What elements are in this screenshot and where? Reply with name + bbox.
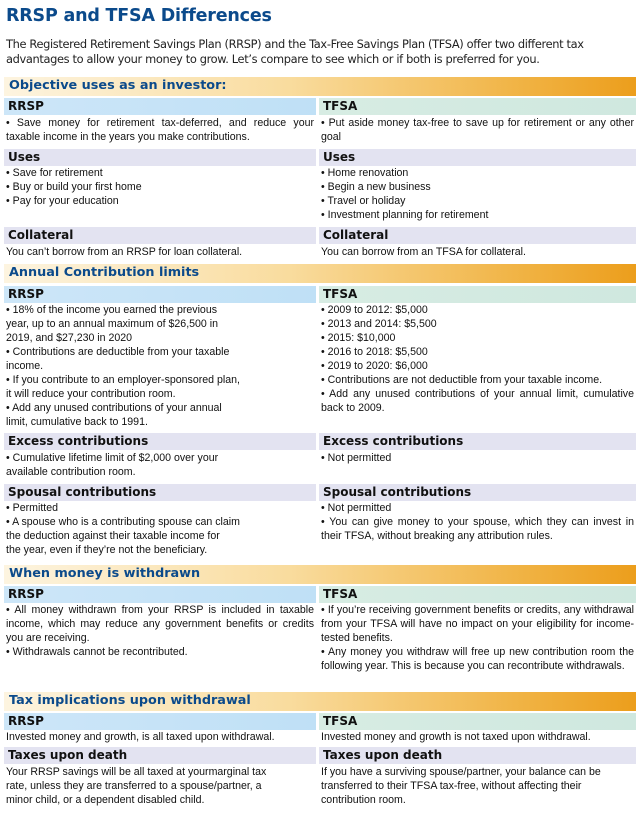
text-line: • A spouse who is a contributing spouse can claim	[6, 516, 240, 528]
text-line: income.	[6, 360, 44, 372]
excess-tfsa	[321, 451, 634, 465]
text-line: it will reduce your contribution room.	[6, 388, 176, 400]
list-item: • Add any unused contributions of your annual limit, cumulative back to 2009.	[321, 388, 634, 414]
section-heading: Objective uses as an investor:	[9, 78, 227, 93]
tax-tfsa	[321, 730, 634, 744]
withdrawn-tfsa	[321, 603, 634, 673]
text-line: minor child, or a dependent disabled child.	[6, 794, 205, 806]
spousal-header-rrsp: Spousal contributions	[4, 484, 316, 501]
list-item: • 2015: $10,000	[321, 332, 396, 344]
collateral-tfsa	[321, 245, 634, 259]
collateral-header-tfsa: Collateral	[319, 227, 636, 244]
section-heading: When money is withdrawn	[9, 566, 201, 581]
tfsa-column-header: TFSA	[319, 586, 636, 603]
text-line: the year, even if they’re not the beneficiary.	[6, 544, 208, 556]
spousal-tfsa	[321, 501, 634, 543]
text-line: • 18% of the income you earned the previous	[6, 304, 218, 316]
section-heading: Annual Contribution limits	[9, 265, 200, 280]
tfsa-column-header: TFSA	[319, 713, 636, 730]
section-band-objective	[4, 77, 636, 96]
section-heading: Tax implications upon withdrawal	[9, 693, 251, 708]
text-line: • If you’re receiving government benefits or credits, any withdrawal from your TFSA will have no impact on your eligibility for income-tested benefits.	[321, 604, 634, 644]
page-title: RRSP and TFSA Differences	[6, 6, 272, 26]
text-line: • Put aside money tax-free to save up for retirement or any other goal	[321, 117, 634, 143]
rrsp-column-header: RRSP	[4, 586, 316, 603]
uses-header-rrsp: Uses	[4, 149, 316, 166]
list-item: • Contributions are not deductible from your taxable income.	[321, 374, 603, 386]
text-line: available contribution room.	[6, 466, 136, 478]
section-band-tax	[4, 692, 636, 711]
text-line: limit, cumulative back to 1991.	[6, 416, 148, 428]
text-line: 2019, and $27,230 in 2020	[6, 332, 133, 344]
text-line: transferred to their TFSA tax-free, without affecting their	[321, 780, 582, 792]
list-item: • 2019 to 2020: $6,000	[321, 360, 428, 372]
list-item: • Pay for your education	[6, 195, 119, 207]
text-line: rate, unless they are transferred to a spouse/partner, a	[6, 780, 262, 792]
tfsa-column-header: TFSA	[319, 98, 636, 115]
text-line: • Cumulative lifetime limit of $2,000 over your	[6, 452, 219, 464]
list-item: • 2016 to 2018: $5,500	[321, 346, 428, 358]
text-line: • Save money for retirement tax-deferred, and reduce your taxable income in the years you make contributions.	[6, 117, 314, 143]
uses-header-tfsa: Uses	[319, 149, 636, 166]
collateral-header-rrsp: Collateral	[4, 227, 316, 244]
death-rrsp	[6, 765, 314, 807]
contribution-tfsa-list	[321, 303, 634, 415]
rrsp-column-header: RRSP	[4, 713, 316, 730]
text-line: • Not permitted	[321, 502, 392, 514]
list-item: • Investment planning for retirement	[321, 209, 489, 221]
list-item: • Buy or build your first home	[6, 181, 142, 193]
text-line: • Withdrawals cannot be recontributed.	[6, 646, 188, 658]
text-line: • Permitted	[6, 502, 58, 514]
objective-rrsp	[6, 116, 314, 144]
text-line: contribution room.	[321, 794, 406, 806]
death-header-rrsp: Taxes upon death	[4, 747, 316, 764]
section-band-withdrawn	[4, 565, 636, 584]
text-line: • All money withdrawn from your RRSP is included in taxable income, which may reduce any government benefits or credits you are receiving.	[6, 604, 314, 644]
text-line: • Contributions are deductible from your taxable	[6, 346, 230, 358]
text-line: Invested money and growth is not taxed upon withdrawal.	[321, 731, 591, 743]
death-tfsa	[321, 765, 634, 807]
spousal-header-tfsa: Spousal contributions	[319, 484, 636, 501]
text-line: • Add any unused contributions of your annual	[6, 402, 222, 414]
text-line: Your RRSP savings will be all taxed at yourmarginal tax	[6, 766, 267, 778]
uses-rrsp-list	[6, 166, 314, 208]
text-line: If you have a surviving spouse/partner, your balance can be	[321, 766, 601, 778]
objective-tfsa	[321, 116, 634, 144]
withdrawn-rrsp	[6, 603, 314, 659]
list-item: • Home renovation	[321, 167, 409, 179]
section-band-contribution	[4, 264, 636, 283]
text-line: • Not permitted	[321, 452, 392, 464]
text-line: Invested money and growth, is all taxed upon withdrawal.	[6, 731, 275, 743]
list-item: • 2013 and 2014: $5,500	[321, 318, 437, 330]
tfsa-column-header: TFSA	[319, 286, 636, 303]
contribution-rrsp-list	[6, 303, 314, 429]
rrsp-column-header: RRSP	[4, 98, 316, 115]
excess-rrsp	[6, 451, 314, 479]
list-item: • Begin a new business	[321, 181, 431, 193]
list-item: • Travel or holiday	[321, 195, 406, 207]
text-line: You can’t borrow from an RRSP for loan collateral.	[6, 246, 243, 258]
list-item: • 2009 to 2012: $5,000	[321, 304, 428, 316]
intro-paragraph: The Registered Retirement Savings Plan (RRSP) and the Tax-Free Savings Plan (TFSA) offer two different tax advantages to allow your money to grow. Let’s compare to see which or if both is preferred for you.	[6, 37, 584, 66]
text-line: year, up to an annual maximum of $26,500 in	[6, 318, 219, 330]
collateral-rrsp	[6, 245, 314, 259]
text-line: You can borrow from an TFSA for collateral.	[321, 246, 526, 258]
death-header-tfsa: Taxes upon death	[319, 747, 636, 764]
tax-rrsp	[6, 730, 314, 744]
spousal-rrsp	[6, 501, 314, 557]
text-line: • Any money you withdraw will free up new contribution room the following year. This is because you can recontribute withdrawals.	[321, 646, 634, 672]
uses-tfsa-list	[321, 166, 634, 222]
text-line: • You can give money to your spouse, which they can invest in their TFSA, without breaking any attribution rules.	[321, 516, 634, 542]
text-line: the deduction against their taxable income for	[6, 530, 220, 542]
list-item: • Save for retirement	[6, 167, 103, 179]
text-line: • If you contribute to an employer-sponsored plan,	[6, 374, 240, 386]
excess-header-rrsp: Excess contributions	[4, 433, 316, 450]
rrsp-column-header: RRSP	[4, 286, 316, 303]
excess-header-tfsa: Excess contributions	[319, 433, 636, 450]
